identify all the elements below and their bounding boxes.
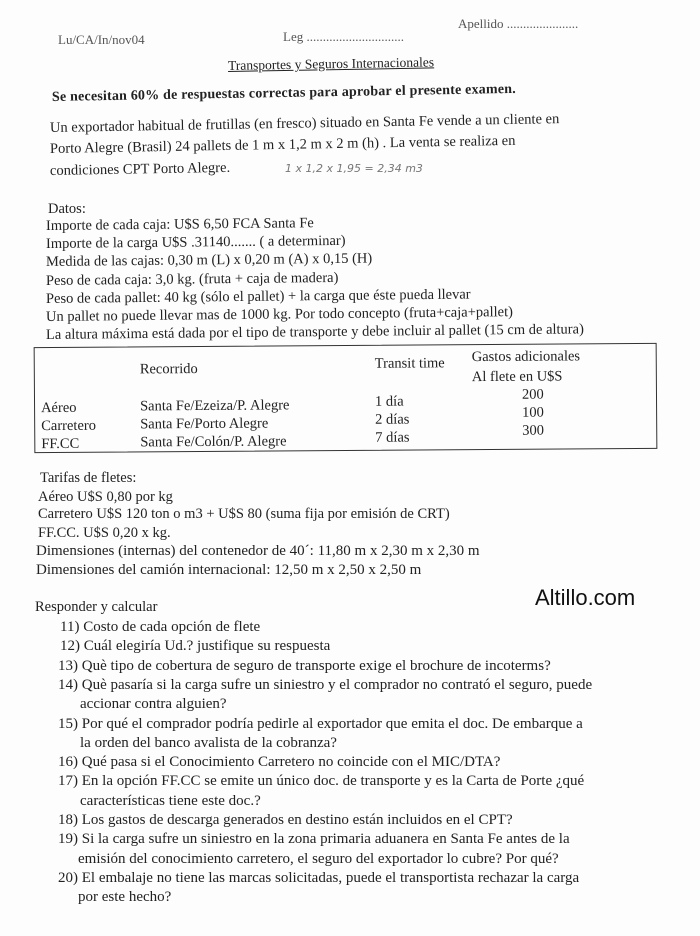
tarifa-line: Dimensiones (internas) del contenedor de 40´: 11,80 m x 2,30 m x 2,30 m <box>36 543 480 559</box>
datos-line: Un pallet no puede llevar mas de 1000 kg. Por todo concepto (fruta+caja+pallet) <box>45 304 513 325</box>
document-title: Transportes y Seguros Internacionales <box>227 54 435 73</box>
datos-line: Peso de cada pallet: 40 kg (sólo el pallet) + la carga que éste pueda llevar <box>45 286 471 307</box>
questions-label: Responder y calcular <box>35 599 158 615</box>
question-line: la orden del banco avalista de la cobranza? <box>80 734 337 751</box>
row-cost: 200 <box>521 386 544 403</box>
row-route: Santa Fe/Colón/P. Alegre <box>140 433 287 451</box>
header-costs-sub: Al flete en U$S <box>471 368 563 386</box>
datos-line: Medida de las cajas: 0,30 m (L) x 0,20 m (A) x 0,15 (H) <box>45 250 373 271</box>
row-mode: FF.CC <box>41 435 80 453</box>
intro-line: Un exportador habitual de frutillas (en fresco) situado en Santa Fe vende a un cliente en <box>49 111 560 136</box>
tarifa-line: FF.CC. U$S 0,20 x kg. <box>38 525 171 541</box>
transport-table <box>34 343 658 453</box>
row-transit: 1 día <box>374 393 404 410</box>
leg-field: Leg .............................. <box>283 29 404 44</box>
watermark: Altillo.com <box>535 585 636 610</box>
question-line: 20) El embalaje no tiene las marcas solicitadas, puede el transportista rechazar la carga <box>58 869 580 886</box>
header-transit: Transit time <box>374 355 445 372</box>
question-line: 13) Què tipo de cobertura de seguro de transporte exige el brochure de incoterms? <box>58 657 551 674</box>
passing-notice: Se necesitan 60% de respuestas correctas para aprobar el presente examen. <box>51 81 517 105</box>
question-line: 11) Costo de cada opción de flete <box>60 619 261 635</box>
tarifas-label: Tarifas de fletes: <box>40 470 137 486</box>
row-route: Santa Fe/Porto Alegre <box>140 415 269 433</box>
question-line: 12) Cuál elegiría Ud.? justifique su respuesta <box>60 638 331 655</box>
row-cost: 300 <box>522 422 545 439</box>
exam-code: Lu/CA/In/nov04 <box>58 32 145 47</box>
question-line: accionar contra alguien? <box>80 696 227 713</box>
tarifa-line: Dimensiones del camión internacional: 12,50 m x 2,50 x 2,50 m <box>36 562 422 578</box>
question-line: 16) Qué pasa si el Conocimiento Carretero no coincide con el MIC/DTA? <box>58 754 501 771</box>
datos-line: Peso de cada caja: 3,0 kg. (fruta + caja de madera) <box>45 269 339 289</box>
question-line: 17) En la opción FF.CC se emite un único doc. de transporte y es la Carta de Porte ¿qué <box>58 773 585 790</box>
question-line: emisión del conocimiento carretero, el seguro del exportador lo cubre? Por qué? <box>78 850 559 867</box>
question-line: 15) Por qué el comprador podría pedirle al exportador que emita el doc. De embarque a <box>58 715 583 732</box>
tarifa-line: Aéreo U$S 0,80 por kg <box>38 489 173 505</box>
row-mode: Aéreo <box>41 399 77 417</box>
handwritten-note: 1 x 1,2 x 1,95 = 2,34 m3 <box>285 162 423 175</box>
intro-line: Porto Alegre (Brasil) 24 pallets de 1 m x 1,2 m x 2 m (h) . La venta se realiza en <box>49 132 516 157</box>
apellido-field: Apellido ...................... <box>458 16 579 31</box>
tarifa-line: Carretero U$S 120 ton o m3 + U$S 80 (suma fija por emisión de CRT) <box>38 506 450 522</box>
row-mode: Carretero <box>41 417 96 435</box>
question-line: 18) Los gastos de descarga generados en destino están incluidos en el CPT? <box>58 812 513 828</box>
datos-label: Datos: <box>48 201 86 217</box>
datos-line: Importe de la carga U$S .31140....... ( a determinar) <box>45 233 346 253</box>
header-costs: Gastos adicionales <box>471 348 581 366</box>
question-line: 19) Si la carga sufre un siniestro en la zona primaria aduanera en Santa Fe antes de la <box>58 831 570 848</box>
row-transit: 7 días <box>375 429 410 446</box>
header-route: Recorrido <box>139 361 198 378</box>
question-line: características tiene este doc.? <box>80 792 261 809</box>
row-route: Santa Fe/Ezeiza/P. Alegre <box>139 397 290 415</box>
datos-line: Importe de cada caja: U$S 6,50 FCA Santa Fe <box>45 215 314 234</box>
datos-line: La altura máxima está dada por el tipo de transporte y debe incluir al pallet (15 cm de altura) <box>45 321 584 344</box>
intro-line: condiciones CPT Porto Alegre. <box>49 159 231 179</box>
row-cost: 100 <box>522 404 544 421</box>
row-transit: 2 días <box>375 411 410 428</box>
question-line: 14) Què pasaría si la carga sufre un siniestro y el comprador no contrató el seguro, puede <box>58 676 593 693</box>
question-line: por este hecho? <box>78 889 172 906</box>
